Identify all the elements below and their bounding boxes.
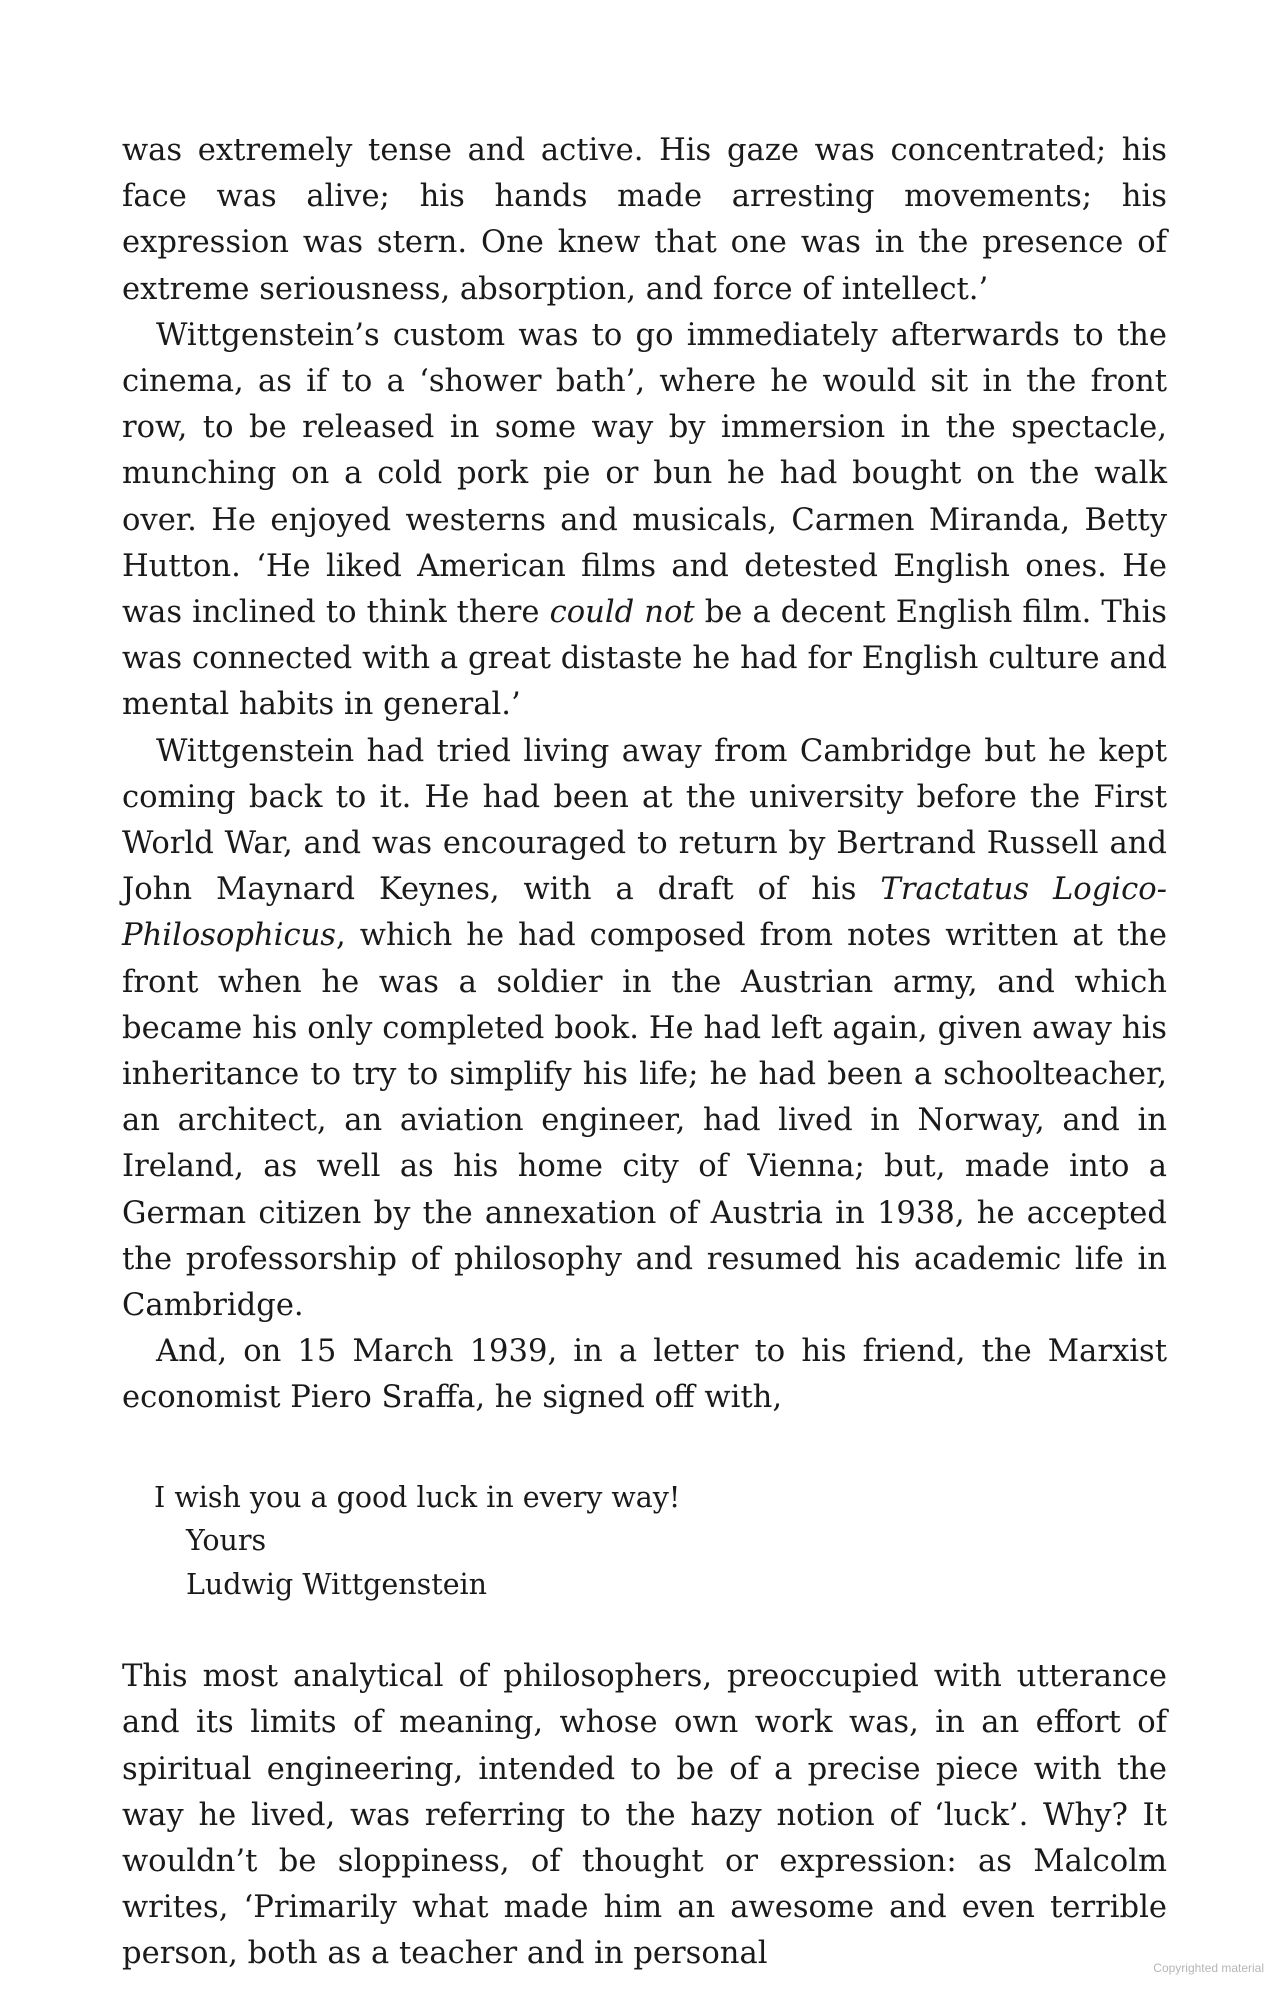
paragraph-2-text-b: be a decent English film. This was connected with a great distaste he had for English culture and mental habits in general.’: [122, 595, 1167, 723]
paragraph-4-text: And, on 15 March 1939, in a letter to his friend, the Marxist economist Piero Sraffa, he signed off with,: [122, 1334, 1167, 1416]
paragraph-1: [122, 128, 1167, 313]
page-body: [122, 128, 1167, 1978]
copyright-watermark: Copyrighted material: [1153, 1961, 1264, 1975]
letter-quote: [122, 1476, 1167, 1607]
paragraph-3-text-b: , which he had composed from notes written at the front when he was a soldier in the Austrian army, and which became his only completed book. He had left again, given away his inheritance to try to simplify his life; he had been a schoolteacher, an architect, an aviation engineer, had lived in Norway, and in Ireland, as well as his home city of Vienna; but, made into a German citizen by the annexation of Austria in 1938, he accepted the professorship of philosophy and resumed his academic life in Cambridge.: [122, 918, 1167, 1324]
paragraph-2-emphasis: could not: [549, 595, 695, 631]
paragraph-2: [122, 313, 1167, 729]
paragraph-1-text: was extremely tense and active. His gaze was concentrated; his face was alive; his hands made arresting movements; his expression was stern. One knew that one was in the presence of extreme seriousness, absorption, and force of intellect.’: [122, 133, 1167, 307]
paragraph-5: [122, 1654, 1167, 1977]
letter-line-wish: I wish you a good luck in every way!: [154, 1480, 681, 1514]
paragraph-4: [122, 1329, 1167, 1421]
paragraph-3-book-title: Tractatus Logico-Philosophicus: [122, 872, 1167, 954]
letter-line-yours: Yours: [186, 1524, 267, 1558]
paragraph-3: [122, 729, 1167, 1330]
paragraph-3-text-a: Wittgenstein had tried living away from Cambridge but he kept coming back to it. He had been at the university before the First World War, and was encouraged to return by Bertrand Russell and John Maynard Keynes, with a draft of his: [122, 733, 1167, 908]
letter-line-signature: Ludwig Wittgenstein: [186, 1567, 488, 1601]
paragraph-2-text-a: Wittgenstein’s custom was to go immediately afterwards to the cinema, as if to a ‘shower bath’, where he would sit in the front row, to be released in some way by immersion in the spectacle, munching on a cold pork pie or bun he had bought on the walk over. He enjoyed westerns and musicals, Carmen Miranda, Betty Hutton. ‘He liked American films and detested English ones. He was inclined to think there: [122, 317, 1167, 631]
paragraph-5-text: This most analytical of philosophers, preoccupied with utterance and its limits of meaning, whose own work was, in an effort of spiritual engineering, intended to be of a precise piece with the way he lived, was referring to the hazy notion of ‘luck’. Why? It wouldn’t be sloppiness, of thought or expression: as Malcolm writes, ‘Primarily what made him an awesome and even terrible person, both as a teacher and in personal: [122, 1659, 1167, 1972]
